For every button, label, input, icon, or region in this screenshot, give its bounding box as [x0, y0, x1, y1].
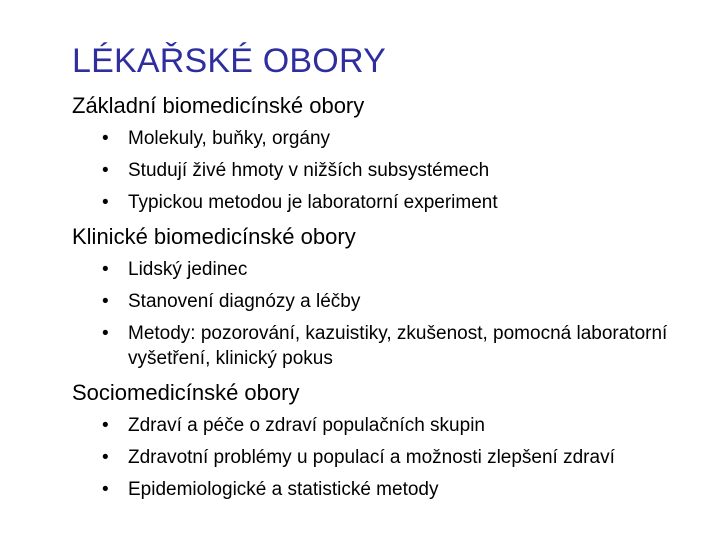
- bullet-icon: •: [102, 259, 109, 280]
- bullet-icon: •: [102, 447, 109, 468]
- list-item: [102, 158, 712, 183]
- list-item-text: Epidemiologické a statistické metody: [128, 479, 439, 500]
- list-item: [102, 445, 712, 470]
- bullet-list: [102, 126, 712, 215]
- bullet-icon: •: [102, 323, 109, 344]
- list-item-text: Typickou metodou je laboratorní experiment: [128, 192, 498, 213]
- section-socio: [72, 379, 712, 502]
- list-item-text: Zdraví a péče o zdraví populačních skupin: [128, 415, 485, 436]
- bullet-icon: •: [102, 479, 109, 500]
- bullet-icon: •: [102, 291, 109, 312]
- section-heading: Základní biomedicínské obory: [72, 93, 365, 118]
- list-item: [102, 477, 712, 502]
- bullet-icon: •: [102, 192, 109, 213]
- list-item: [102, 126, 712, 151]
- section-clinical: [72, 223, 712, 371]
- bullet-icon: •: [102, 128, 109, 149]
- list-item-text: Zdravotní problémy u populací a možnosti zlepšení zdraví: [128, 447, 615, 468]
- list-item-text: Lidský jedinec: [128, 259, 248, 280]
- bullet-icon: •: [102, 160, 109, 181]
- list-item: [102, 257, 712, 282]
- list-item: [102, 289, 712, 314]
- list-item-text: Metody: pozorování, kazuistiky, zkušenost, pomocná laboratorní vyšetření, klinický pokus: [128, 323, 668, 369]
- section-heading: Klinické biomedicínské obory: [72, 224, 356, 249]
- bullet-list: [102, 413, 712, 502]
- list-item: [102, 321, 712, 371]
- section-basic: [72, 92, 712, 215]
- bullet-icon: •: [102, 415, 109, 436]
- slide-content: [72, 92, 712, 510]
- list-item-text: Stanovení diagnózy a léčby: [128, 291, 361, 312]
- section-heading: Sociomedicínské obory: [72, 380, 300, 405]
- slide-title: LÉKAŘSKÉ OBORY: [72, 42, 386, 80]
- list-item: [102, 190, 712, 215]
- list-item-text: Studují živé hmoty v nižších subsystémech: [128, 160, 490, 181]
- list-item-text: Molekuly, buňky, orgány: [128, 128, 331, 149]
- list-item: [102, 413, 712, 438]
- bullet-list: [102, 257, 712, 371]
